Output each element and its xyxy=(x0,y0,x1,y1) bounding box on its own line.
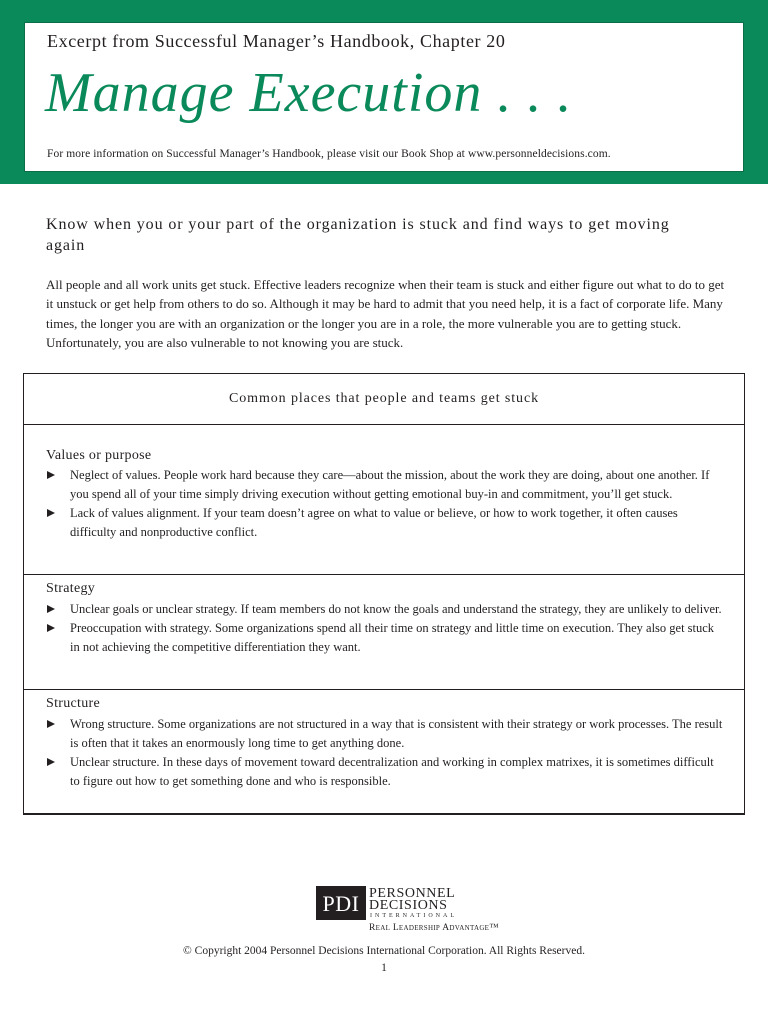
logo-line-1: PERSONNEL xyxy=(369,886,456,901)
bullet-list xyxy=(46,600,726,657)
pdi-logo xyxy=(316,886,516,936)
bullet-list xyxy=(46,466,726,542)
section-title: Structure xyxy=(46,696,101,711)
section-title: Strategy xyxy=(46,581,96,596)
bullet-item xyxy=(46,600,726,619)
bullet-item xyxy=(46,466,726,504)
excerpt-line: Excerpt from Successful Manager’s Handbook, Chapter 20 xyxy=(47,31,506,51)
bullet-text: Unclear goals or unclear strategy. If team members do not know the goals and understand the strategy, they are unlikely to deliver. xyxy=(70,602,722,616)
bullet-list xyxy=(46,715,726,791)
table-heading: Common places that people and teams get stuck xyxy=(24,374,744,425)
bullet-text: Unclear structure. In these days of movement toward decentralization and working in complex matrixes, it is sometimes difficult to figure out how to get something done and who is responsible. xyxy=(70,755,714,788)
bullet-item xyxy=(46,753,726,791)
copyright-notice: © Copyright 2004 Personnel Decisions International Corporation. All Rights Reserved. xyxy=(183,945,585,957)
section-strategy xyxy=(24,575,744,690)
logo-mark: PDI xyxy=(316,886,366,920)
triangle-bullet-icon xyxy=(47,624,55,632)
bullet-item xyxy=(46,504,726,542)
logo-line-3: INTERNATIONAL xyxy=(370,913,457,919)
logo-line-2: DECISIONS xyxy=(369,898,448,913)
stuck-places-table xyxy=(23,373,745,815)
page-number: 1 xyxy=(381,962,387,974)
page-title: Manage Execution . . . xyxy=(45,62,573,124)
bullet-item xyxy=(46,619,726,657)
triangle-bullet-icon xyxy=(47,471,55,479)
section-title: Values or purpose xyxy=(46,448,152,463)
logo-tagline: Real Leadership Advantage™ xyxy=(369,923,499,933)
section-values-or-purpose xyxy=(24,424,744,575)
more-info-line: For more information on Successful Manager’s Handbook, please visit our Book Shop at www.personneldecisions.com. xyxy=(47,148,611,160)
bullet-text: Preoccupation with strategy. Some organizations spend all their time on strategy and little time on execution. They also get stuck in not achieving the competitive differentiation they want. xyxy=(70,621,715,654)
intro-paragraph: All people and all work units get stuck. Effective leaders recognize when their team is stuck and either figure out what to do to get it unstuck or get help from others to do so. Although it may be hard to admit that you need help, it is a fact of corporate life. Many times, the longer you are with an organization or the longer you are in a role, the more vulnerable you are to getting stuck. Unfortunately, you are also vulnerable to not knowing you are stuck. xyxy=(46,277,725,350)
bullet-text: Neglect of values. People work hard because they care—about the mission, about the work they are doing, about one another. If you spend all of your time simply driving execution without getting emotional buy-in and commitment, you’ll get stuck. xyxy=(70,468,710,501)
triangle-bullet-icon xyxy=(47,720,55,728)
triangle-bullet-icon xyxy=(47,605,55,613)
header-box xyxy=(24,22,744,172)
triangle-bullet-icon xyxy=(47,758,55,766)
lead-heading: Know when you or your part of the organization is stuck and find ways to get moving again xyxy=(46,216,670,254)
bullet-item xyxy=(46,715,726,753)
bullet-text: Wrong structure. Some organizations are not structured in a way that is consistent with their strategy or work processes. The result is often that it takes an enormously long time to get anything done. xyxy=(70,717,723,750)
section-structure xyxy=(24,690,744,814)
triangle-bullet-icon xyxy=(47,509,55,517)
header-band xyxy=(0,0,768,184)
bullet-text: Lack of values alignment. If your team doesn’t agree on what to value or believe, or how to work together, it often causes difficulty and nonproductive conflict. xyxy=(70,506,678,539)
